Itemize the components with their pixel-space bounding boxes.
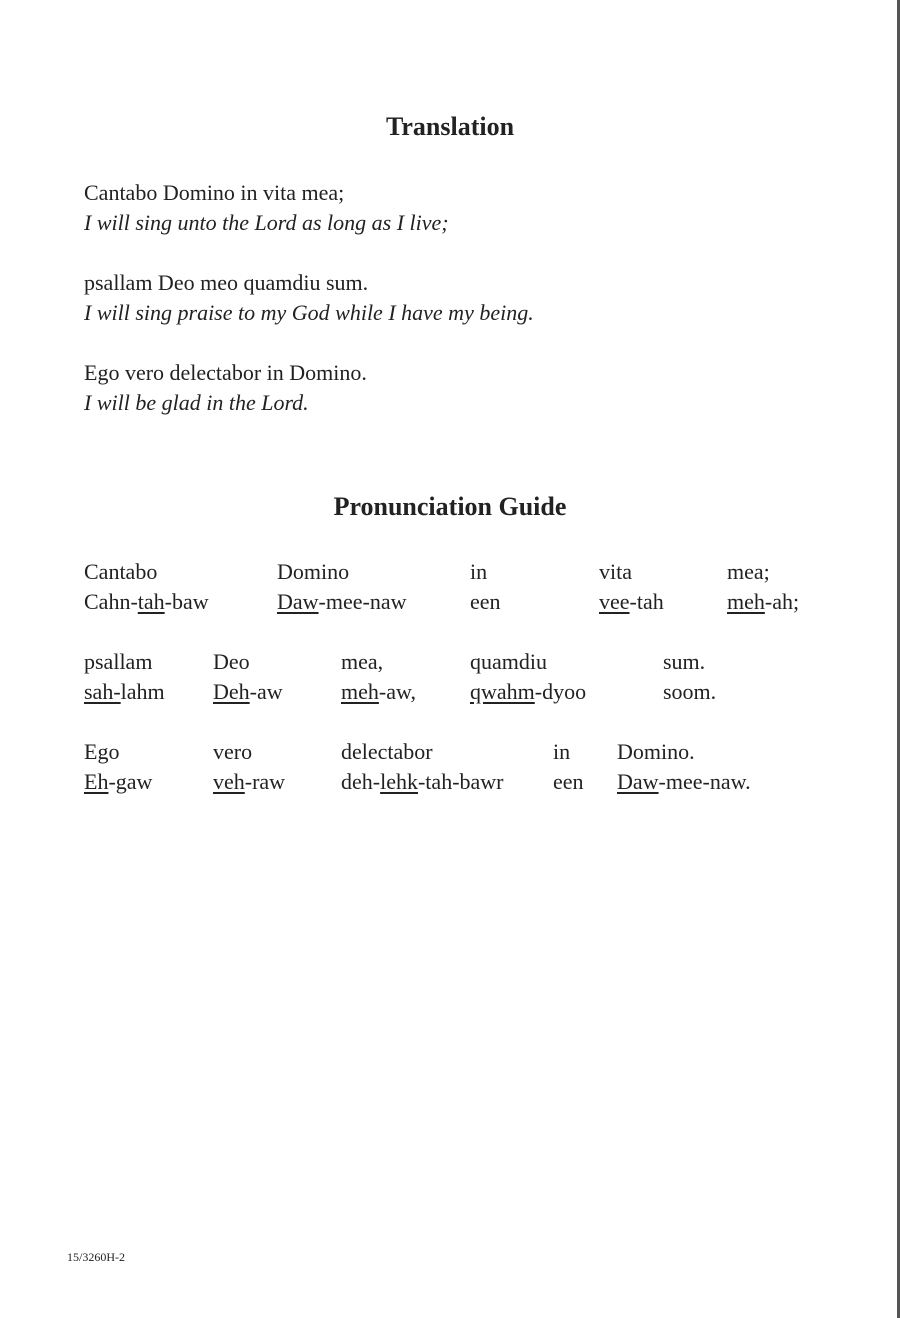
phonetic: een	[553, 769, 584, 794]
latin-word: vita	[599, 559, 632, 584]
stressed-syllable: vee	[599, 589, 630, 614]
latin-word: mea,	[341, 649, 384, 674]
phonetic: een	[470, 589, 501, 614]
latin-word: in	[553, 739, 571, 764]
translation-heading: Translation	[385, 112, 515, 141]
phonetic: Daw-mee-naw.	[617, 769, 751, 794]
latin-word: in	[470, 559, 488, 584]
stressed-syllable: Deh	[213, 679, 250, 704]
stressed-syllable: meh	[727, 589, 765, 614]
pronunciation-row-1	[0, 557, 900, 617]
latin-word: quamdiu	[470, 649, 547, 674]
word-cell	[84, 557, 209, 617]
phonetic: Daw-mee-naw	[277, 589, 407, 614]
phonetic: meh-aw,	[341, 679, 416, 704]
phonetic: soom.	[663, 679, 717, 704]
translation-stanza-3	[84, 358, 367, 418]
translation-stanza-2	[84, 268, 534, 328]
latin-word: Ego	[84, 739, 120, 764]
stressed-syllable: tah	[137, 589, 165, 614]
latin-word: mea;	[727, 559, 770, 584]
word-cell	[727, 557, 799, 617]
latin-word: sum.	[663, 649, 706, 674]
word-cell	[277, 557, 407, 617]
phonetic: Cahn-tah-baw	[84, 589, 209, 614]
phonetic: veh-raw	[213, 769, 286, 794]
translation-stanza-1	[84, 178, 449, 238]
phonetic: meh-ah;	[727, 589, 800, 614]
phonetic: qwahm-dyoo	[470, 679, 587, 704]
stressed-syllable: qwahm	[470, 679, 535, 704]
latin-word: Deo	[213, 649, 250, 674]
word-cell	[599, 557, 664, 617]
word-cell	[213, 647, 283, 707]
footer-code: 15/3260H-2	[67, 1250, 125, 1264]
stressed-syllable: sah-	[84, 679, 121, 704]
latin-word: Domino	[277, 559, 350, 584]
pronunciation-heading: Pronunciation Guide	[333, 492, 567, 521]
word-cell	[470, 557, 501, 617]
pronunciation-row-3	[0, 737, 900, 797]
phonetic: Eh-gaw	[84, 769, 153, 794]
latin-word: vero	[213, 739, 253, 764]
latin-line: psallam Deo meo quamdiu sum.	[84, 270, 369, 295]
latin-word: psallam	[84, 649, 153, 674]
english-line: I will sing praise to my God while I have my being.	[84, 300, 534, 325]
word-cell	[341, 647, 416, 707]
stressed-syllable: Daw	[277, 589, 319, 614]
english-line: I will sing unto the Lord as long as I live;	[84, 210, 449, 235]
latin-word: delectabor	[341, 739, 433, 764]
phonetic: deh-lehk-tah-bawr	[341, 769, 504, 794]
phonetic: Deh-aw	[213, 679, 283, 704]
stressed-syllable: lehk	[380, 769, 418, 794]
word-cell	[553, 737, 584, 797]
stressed-syllable: meh	[341, 679, 379, 704]
word-cell	[617, 737, 751, 797]
pronunciation-row-2	[0, 647, 900, 707]
word-cell	[213, 737, 285, 797]
stressed-syllable: veh	[213, 769, 245, 794]
english-line: I will be glad in the Lord.	[84, 390, 309, 415]
phonetic: vee-tah	[599, 589, 664, 614]
latin-word: Domino.	[617, 739, 695, 764]
latin-line: Ego vero delectabor in Domino.	[84, 360, 367, 385]
latin-line: Cantabo Domino in vita mea;	[84, 180, 345, 205]
word-cell	[470, 647, 586, 707]
phonetic: sah-lahm	[84, 679, 165, 704]
word-cell	[341, 737, 504, 797]
word-cell	[84, 647, 165, 707]
latin-word: Cantabo	[84, 559, 158, 584]
stressed-syllable: Eh	[84, 769, 109, 794]
word-cell	[663, 647, 716, 707]
stressed-syllable: Daw	[617, 769, 659, 794]
word-cell	[84, 737, 152, 797]
